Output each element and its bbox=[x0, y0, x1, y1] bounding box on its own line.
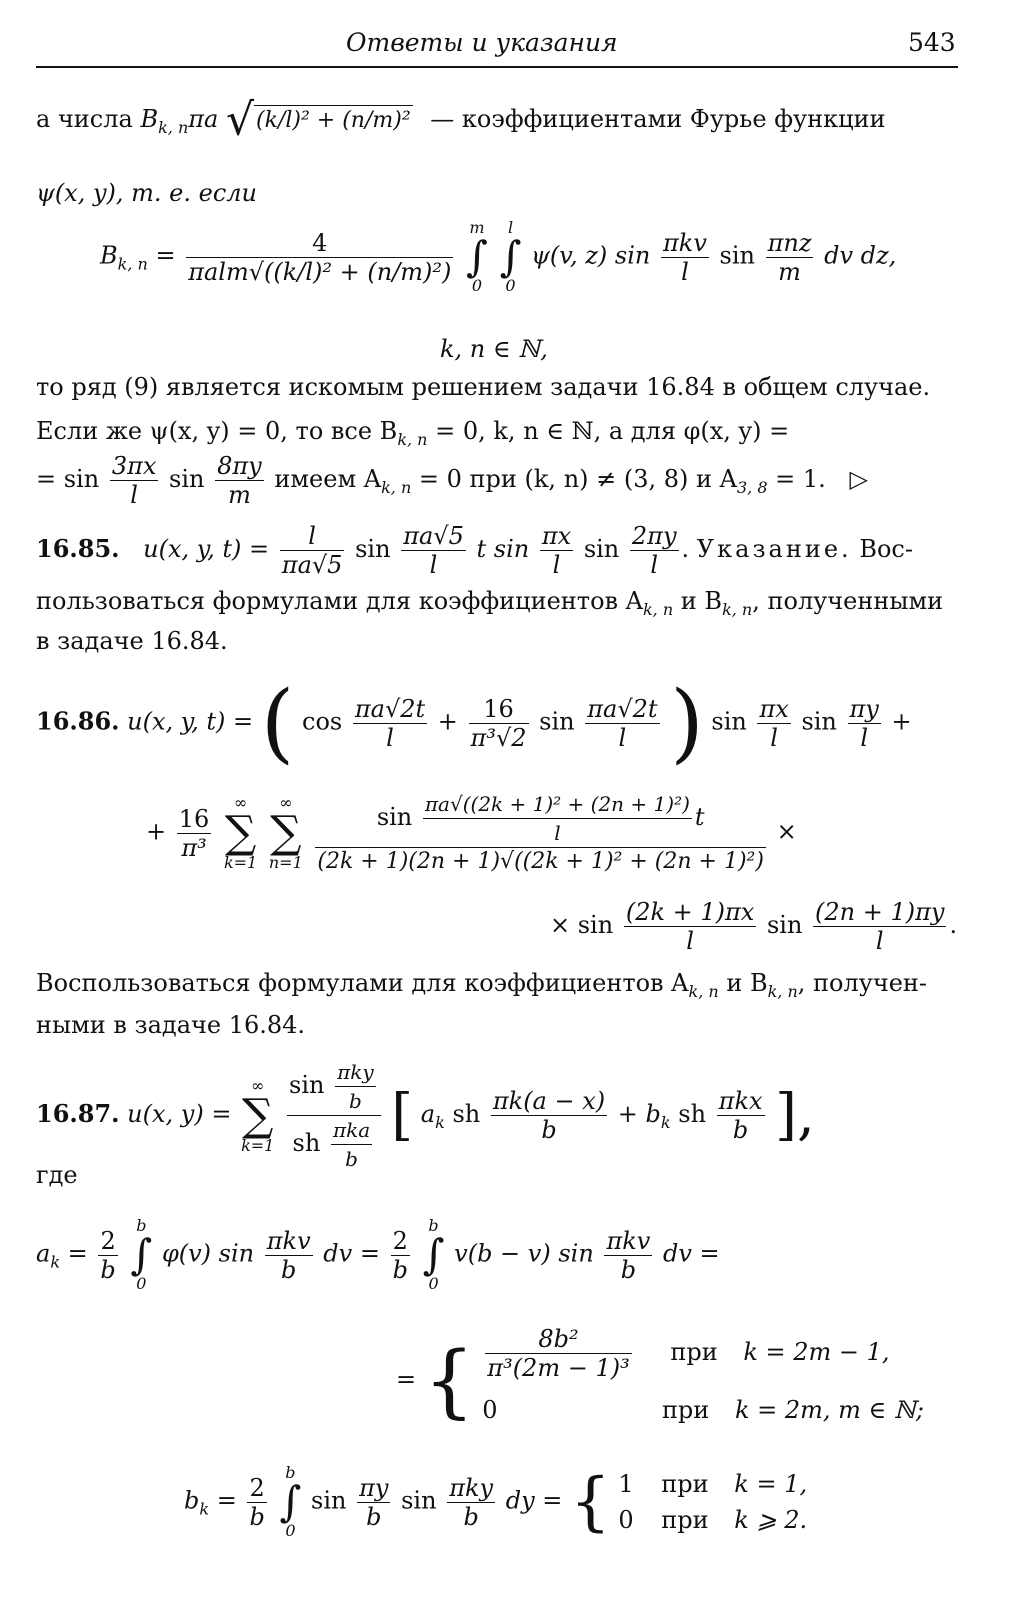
diff: dv = bbox=[323, 1239, 380, 1268]
text: и B bbox=[726, 969, 768, 997]
answer-16-86-ref: ными в задаче 16.84. bbox=[36, 1011, 306, 1039]
eq: = bbox=[216, 1486, 237, 1515]
lim: b bbox=[428, 1216, 439, 1235]
answer-16-85 bbox=[36, 522, 913, 579]
num: 2 bbox=[247, 1474, 266, 1503]
plus: + bbox=[891, 707, 912, 736]
text: Воспользоваться формулами для коэффициентов A bbox=[36, 969, 689, 997]
text: = 1. bbox=[775, 465, 826, 493]
cos: cos bbox=[302, 707, 343, 736]
sub: 3, 8 bbox=[737, 477, 768, 497]
sqrt-icon: √ bbox=[225, 94, 255, 146]
lhs: u(x, y, t) = bbox=[143, 535, 270, 563]
when: при bbox=[670, 1338, 718, 1366]
den: l bbox=[554, 821, 561, 845]
num: πky bbox=[335, 1058, 376, 1087]
lim: k=1 bbox=[241, 1135, 275, 1155]
cond: k = 1, bbox=[734, 1470, 808, 1498]
sum-icon bbox=[241, 1075, 275, 1155]
para-fourier-coefficients bbox=[36, 94, 886, 146]
sin: sin bbox=[711, 707, 747, 736]
eq: = bbox=[396, 1365, 417, 1394]
left-brace: { bbox=[423, 1334, 475, 1427]
den: πa√5 bbox=[281, 551, 343, 579]
para-line2: ψ(x, y), т. е. если bbox=[36, 179, 258, 207]
formula-ak-cases bbox=[396, 1324, 924, 1438]
left-paren: ( bbox=[260, 673, 295, 773]
fraction bbox=[280, 522, 345, 579]
lim: ∞ bbox=[279, 793, 293, 812]
sin: sin bbox=[539, 707, 575, 736]
text: имеем A bbox=[274, 465, 382, 493]
den: π³ bbox=[181, 833, 207, 862]
eq: = bbox=[155, 241, 176, 270]
integral-icon: m ∫ 0 bbox=[466, 218, 488, 295]
fraction bbox=[766, 229, 814, 286]
formula-condition: k, n ∈ ℕ, bbox=[440, 335, 548, 363]
sin: sin bbox=[401, 1486, 437, 1515]
fraction bbox=[177, 805, 212, 862]
lim: 0 bbox=[285, 1521, 296, 1540]
sin: sin bbox=[311, 1486, 347, 1515]
num: 2πy bbox=[631, 522, 677, 550]
sum-symbol: ∑ bbox=[270, 807, 302, 858]
problem-number: 16.87. bbox=[36, 1099, 120, 1128]
sub: k, n bbox=[767, 981, 798, 1001]
page-number: 543 bbox=[908, 28, 956, 57]
lim: 0 bbox=[428, 1274, 439, 1293]
dot: . bbox=[681, 535, 690, 563]
fraction bbox=[391, 1227, 410, 1284]
text: = sin bbox=[36, 465, 100, 493]
den: m bbox=[228, 481, 251, 509]
end-triangle-icon: ▷ bbox=[849, 465, 868, 493]
cases bbox=[618, 1466, 807, 1538]
answer-16-86-series bbox=[146, 790, 797, 876]
fraction bbox=[357, 1474, 390, 1531]
fraction bbox=[848, 695, 881, 752]
num: πa√5 bbox=[403, 522, 464, 550]
num: 16 bbox=[178, 804, 210, 833]
integral-icon: l ∫ 0 bbox=[499, 218, 522, 295]
math-sub: k, n bbox=[158, 117, 189, 137]
integral-icon: b ∫ 0 bbox=[279, 1463, 302, 1540]
where-label: где bbox=[36, 1161, 78, 1189]
integrand: v(b − v) sin bbox=[454, 1239, 594, 1268]
sub: k, n bbox=[722, 599, 753, 619]
num: 2 bbox=[391, 1227, 410, 1256]
den: l bbox=[875, 927, 884, 955]
num: πkv bbox=[266, 1226, 311, 1255]
den: b bbox=[620, 1255, 637, 1284]
sum-symbol: ∑ bbox=[242, 1089, 274, 1141]
sin: sin bbox=[376, 803, 413, 831]
den: m bbox=[778, 257, 801, 286]
den: l bbox=[681, 257, 689, 286]
lim: b bbox=[285, 1463, 296, 1482]
plus: + bbox=[617, 1100, 638, 1128]
fraction bbox=[401, 522, 466, 579]
lim: 0 bbox=[136, 1274, 147, 1293]
den: l bbox=[552, 551, 561, 579]
answer-16-86-note bbox=[36, 968, 927, 1007]
lim: 0 bbox=[505, 276, 516, 295]
fraction bbox=[335, 1058, 376, 1115]
lim: m bbox=[469, 218, 485, 237]
fraction bbox=[247, 1474, 266, 1531]
text: а числа bbox=[36, 105, 133, 133]
fraction bbox=[331, 1116, 372, 1173]
sum-icon bbox=[269, 795, 303, 871]
sub: k, n bbox=[381, 477, 412, 497]
dot: . bbox=[949, 911, 958, 939]
a: a bbox=[420, 1100, 436, 1128]
answer-16-87 bbox=[36, 1058, 815, 1173]
text: = 0, k, n ∈ ℕ, а для φ(x, y) = bbox=[435, 417, 790, 445]
num: πx bbox=[541, 522, 572, 550]
text: и B bbox=[680, 587, 723, 615]
sin: sin bbox=[355, 535, 391, 563]
num: πkv bbox=[606, 1226, 651, 1255]
den bbox=[287, 1116, 381, 1173]
formula-bk bbox=[184, 1462, 807, 1542]
lim: ∞ bbox=[233, 793, 248, 812]
text: × sin bbox=[550, 911, 614, 939]
num: πky bbox=[449, 1473, 494, 1502]
left-bracket: [ bbox=[391, 1082, 414, 1148]
fraction bbox=[540, 522, 573, 579]
text: , получен- bbox=[797, 969, 928, 997]
fraction bbox=[661, 229, 709, 286]
den: b bbox=[541, 1116, 557, 1144]
den: b bbox=[732, 1116, 749, 1144]
num: πa√((2k + 1)² + (2n + 1)²) bbox=[423, 790, 692, 819]
den: π³√2 bbox=[470, 723, 527, 752]
diff: dv dz, bbox=[824, 241, 897, 270]
den: πalm√((k/l)² + (n/m)²) bbox=[188, 257, 452, 286]
big-fraction bbox=[315, 790, 766, 876]
num bbox=[315, 790, 766, 848]
integrand: ψ(v, z) sin bbox=[531, 241, 651, 270]
plus: + bbox=[146, 817, 167, 846]
sh: sh bbox=[292, 1129, 321, 1157]
eq: = bbox=[67, 1239, 88, 1268]
math-B: B bbox=[140, 105, 159, 133]
text: Вос- bbox=[859, 535, 913, 563]
right-bracket: ], bbox=[775, 1082, 815, 1148]
formula-B bbox=[100, 220, 896, 294]
para-series-solution: то ряд (9) является искомым решением задачи 16.84 в общем случае. bbox=[36, 373, 931, 401]
lim: ∞ bbox=[251, 1075, 265, 1095]
den: l bbox=[130, 481, 138, 509]
sin: sin bbox=[289, 1071, 325, 1099]
sqrt-body: (k/l)² + (n/m)² bbox=[254, 105, 413, 136]
text: Если же ψ(x, y) = 0, то все B bbox=[36, 417, 398, 445]
num: πkx bbox=[718, 1087, 763, 1115]
num: 8πy bbox=[217, 452, 262, 480]
a: a bbox=[36, 1239, 51, 1268]
den: b bbox=[366, 1502, 382, 1531]
text: = 0 при (k, n) ≠ (3, 8) и A bbox=[418, 465, 737, 493]
math-B: B bbox=[100, 241, 118, 270]
answer-16-86-tail bbox=[550, 898, 957, 955]
num: l bbox=[280, 522, 345, 551]
cond: k = 2m − 1, bbox=[743, 1338, 890, 1366]
num: 4 bbox=[186, 229, 453, 258]
sub: k bbox=[50, 1252, 61, 1272]
case-row bbox=[618, 1466, 807, 1502]
b: b bbox=[184, 1486, 200, 1515]
fraction bbox=[186, 229, 453, 286]
fraction bbox=[624, 898, 756, 955]
sum-symbol: ∑ bbox=[224, 807, 257, 858]
answer-16-85-ref: в задаче 16.84. bbox=[36, 627, 228, 655]
fraction bbox=[585, 695, 659, 752]
num: πy bbox=[849, 694, 879, 723]
den: l bbox=[770, 723, 778, 752]
text: — коэффициентами Фурье функции bbox=[430, 105, 886, 133]
num: 16 bbox=[469, 695, 529, 724]
formula-ak bbox=[36, 1218, 720, 1292]
diff: dv = bbox=[662, 1239, 720, 1268]
right-paren: ) bbox=[670, 673, 704, 773]
running-header: Ответы и указания bbox=[346, 28, 618, 57]
sh: sh bbox=[452, 1100, 481, 1128]
cases bbox=[482, 1324, 924, 1438]
num: πnz bbox=[767, 228, 812, 257]
when: при bbox=[661, 1506, 709, 1534]
num bbox=[287, 1058, 381, 1116]
fraction bbox=[630, 522, 679, 579]
case-row bbox=[618, 1502, 807, 1538]
sin: sin bbox=[719, 241, 755, 270]
num: πkv bbox=[663, 228, 707, 257]
value: 1 bbox=[618, 1470, 634, 1498]
num: πa√2t bbox=[354, 694, 426, 723]
para-special-case-2 bbox=[36, 452, 868, 509]
hint-label: Указание. bbox=[696, 535, 852, 563]
den: l bbox=[650, 551, 659, 579]
den: l bbox=[386, 723, 394, 752]
fraction bbox=[469, 695, 529, 752]
sin: sin bbox=[801, 707, 837, 736]
value: 0 bbox=[618, 1506, 634, 1534]
fraction bbox=[423, 790, 692, 847]
sh: sh bbox=[678, 1100, 707, 1128]
den: (2k + 1)(2n + 1)√((2k + 1)² + (2n + 1)²) bbox=[317, 849, 764, 874]
math-sub: k, n bbox=[117, 254, 148, 274]
text: , полученными bbox=[752, 587, 944, 615]
diff: dy = bbox=[505, 1486, 563, 1515]
sub: k bbox=[435, 1112, 445, 1132]
text: sin bbox=[169, 465, 205, 493]
integral-icon: b ∫ 0 bbox=[422, 1216, 445, 1293]
text: t sin bbox=[476, 535, 530, 563]
sub: k bbox=[660, 1112, 671, 1132]
num: 2 bbox=[98, 1227, 117, 1256]
fraction bbox=[485, 1325, 631, 1382]
den: b bbox=[348, 1089, 362, 1113]
ratio-fraction bbox=[287, 1058, 381, 1173]
lim: k=1 bbox=[223, 853, 258, 872]
plus: + bbox=[437, 707, 458, 736]
num: πa√2t bbox=[587, 694, 658, 723]
fraction bbox=[265, 1227, 313, 1284]
value: 0 bbox=[482, 1396, 498, 1424]
sin: sin bbox=[766, 911, 803, 939]
integral-icon: b ∫ 0 bbox=[130, 1216, 153, 1293]
fraction bbox=[353, 695, 427, 752]
den: l bbox=[429, 551, 438, 579]
fraction bbox=[491, 1087, 607, 1144]
left-brace: { bbox=[570, 1465, 611, 1539]
fraction bbox=[813, 898, 946, 955]
num: (2n + 1)πy bbox=[815, 898, 945, 926]
cond: k ⩾ 2. bbox=[734, 1506, 808, 1534]
sub: k, n bbox=[642, 599, 674, 619]
lim: l bbox=[507, 218, 514, 237]
den: b bbox=[281, 1255, 297, 1284]
sub: k, n bbox=[688, 981, 719, 1001]
fraction bbox=[110, 452, 159, 509]
den: b bbox=[249, 1502, 265, 1531]
times: × bbox=[776, 817, 797, 846]
fraction bbox=[215, 452, 264, 509]
num: 8b² bbox=[485, 1325, 631, 1354]
when: при bbox=[661, 1470, 709, 1498]
case-row bbox=[482, 1324, 924, 1382]
problem-number: 16.86. bbox=[36, 706, 120, 736]
den: b bbox=[392, 1255, 408, 1284]
problem-number: 16.85. bbox=[36, 534, 120, 563]
header-rule bbox=[36, 66, 958, 68]
t: t bbox=[694, 803, 705, 831]
den: π³(2m − 1)³ bbox=[487, 1354, 630, 1382]
num: πx bbox=[759, 694, 789, 723]
fraction bbox=[604, 1227, 652, 1284]
when: при bbox=[661, 1396, 710, 1424]
b: b bbox=[645, 1100, 661, 1128]
lhs: u(x, y) = bbox=[127, 1100, 232, 1128]
fraction bbox=[717, 1087, 765, 1144]
lim: 0 bbox=[471, 276, 483, 295]
case-row bbox=[482, 1382, 924, 1438]
math-pia: πa bbox=[188, 105, 219, 133]
num: πy bbox=[359, 1473, 389, 1502]
answer-16-85-text bbox=[36, 586, 943, 625]
fraction bbox=[98, 1227, 117, 1284]
lim: b bbox=[136, 1216, 147, 1235]
num: 3πx bbox=[111, 452, 157, 480]
den: l bbox=[618, 723, 627, 752]
den: l bbox=[860, 723, 869, 752]
lhs: u(x, y, t) = bbox=[127, 707, 254, 736]
para-special-case bbox=[36, 416, 789, 455]
fraction bbox=[447, 1474, 495, 1531]
den: l bbox=[686, 927, 694, 955]
fraction bbox=[757, 695, 790, 752]
sub: k bbox=[199, 1499, 210, 1519]
num: (2k + 1)πx bbox=[625, 898, 755, 926]
integrand: φ(v) sin bbox=[161, 1239, 255, 1268]
den-text: πalm bbox=[188, 257, 249, 286]
den: b bbox=[463, 1502, 479, 1531]
sum-icon bbox=[224, 795, 257, 871]
den: b bbox=[345, 1147, 358, 1171]
answer-16-86 bbox=[36, 673, 912, 773]
lim: n=1 bbox=[268, 853, 303, 872]
sub: k, n bbox=[397, 429, 428, 449]
num: πk(a − x) bbox=[492, 1087, 606, 1115]
text: пользоваться формулами для коэффициентов A bbox=[36, 587, 643, 615]
den: b bbox=[100, 1255, 116, 1284]
cond: k = 2m, m ∈ ℕ; bbox=[734, 1396, 924, 1424]
sin: sin bbox=[583, 535, 620, 563]
num: πka bbox=[331, 1116, 372, 1145]
